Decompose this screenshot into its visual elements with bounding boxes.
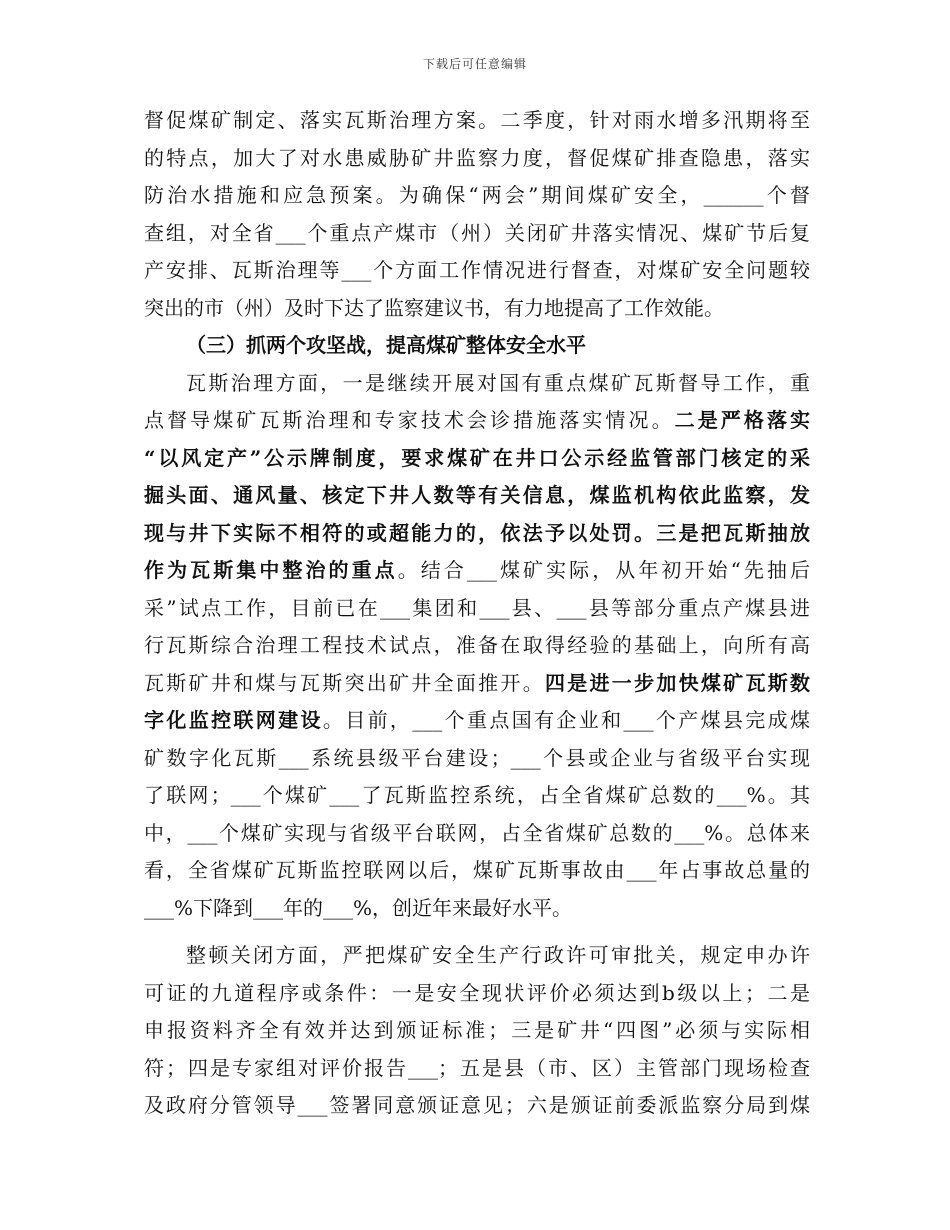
text-line xyxy=(144,402,810,440)
text-line xyxy=(144,477,810,515)
bold-run: “以风定产”公示牌制度，要求煤矿在井口公示经监管部门核定的采 xyxy=(144,445,810,470)
text-run: 。结合___煤矿实际，从年初开始“先抽后 xyxy=(397,558,810,582)
text-line: 申报资料齐全有效并达到颁证标准；三是矿井“四图”必须与实际相 xyxy=(144,1018,810,1042)
section-heading: （三）抓两个攻坚战，提高煤矿整体安全水平 xyxy=(186,333,586,357)
text-line: 可证的九道程序或条件：一是安全现状评价必须达到b级以上；二是 xyxy=(144,980,810,1005)
bold-run: 作为瓦斯集中整治的重点 xyxy=(144,558,398,582)
text-line: 突出的市（州）及时下达了监察建议书，有力地提高了工作效能。 xyxy=(144,295,724,320)
text-line: 看，全省煤矿瓦斯监控联网以后，煤矿瓦斯事故由___年占事故总量的 xyxy=(144,858,810,882)
text-line: 查组，对全省___个重点产煤市（州）关闭矿井落实情况、煤矿节后复 xyxy=(144,220,810,245)
text-run: 。目前，___个重点国有企业和___个产煤县完成煤 xyxy=(322,708,810,732)
text-line: 及政府分管领导___签署同意颁证意见；六是颁证前委派监察分局到煤 xyxy=(144,1093,810,1117)
text-line xyxy=(144,552,810,590)
bold-run: 四是进一步加快煤矿瓦斯数 xyxy=(544,670,810,695)
text-line: 瓦斯治理方面，一是继续开展对国有重点煤矿瓦斯督导工作，重 xyxy=(186,370,810,395)
text-line: 防治水措施和应急预案。为确保“两会”期间煤矿安全，______个督 xyxy=(144,183,810,207)
text-line: 中，___个煤矿实现与省级平台联网，占全省煤矿总数的___%。总体来 xyxy=(144,820,810,845)
text-line: ___%下降到___年的___%，创近年来最好水平。 xyxy=(144,895,573,920)
bold-run: 二是严格落实 xyxy=(674,408,810,432)
document-body xyxy=(144,102,810,1125)
bold-run: 掘头面、通风量、核定下井人数等有关信息，煤监机构依此监察，发 xyxy=(144,483,810,507)
text-line xyxy=(144,515,810,553)
paragraph-2 xyxy=(144,365,810,928)
page-header: 下载后可任意编辑 xyxy=(422,57,527,71)
bold-run: 现与井下实际不相符的或超能力的，依法予以处罚。三是把瓦斯抽放 xyxy=(144,520,810,545)
text-line: 采”试点工作，目前已在___集团和___县、___县等部分重点产煤县进 xyxy=(144,595,810,620)
text-line xyxy=(144,702,810,740)
text-line: 产安排、瓦斯治理等___个方面工作情况进行督查，对煤矿安全问题较 xyxy=(144,258,810,282)
paragraph-1 xyxy=(144,102,810,327)
text-line: 的特点，加大了对水患威胁矿井监察力度，督促煤矿排查隐患，落实 xyxy=(144,145,810,170)
text-line: 督促煤矿制定、落实瓦斯治理方案。二季度，针对雨水增多汛期将至 xyxy=(144,108,810,132)
text-run: 点督导煤矿瓦斯治理和专家技术会诊措施落实情况。 xyxy=(144,408,675,432)
text-line: 矿数字化瓦斯___系统县级平台建设；___个县或企业与省级平台实现 xyxy=(144,745,810,770)
text-line: 行瓦斯综合治理工程技术试点，准备在取得经验的基础上，向所有高 xyxy=(144,633,810,657)
bold-run: 字化监控联网建设 xyxy=(144,708,323,732)
text-line xyxy=(144,440,810,478)
paragraph-gap xyxy=(144,927,810,937)
text-run: 瓦斯矿井和煤与瓦斯突出矿井全面推开。 xyxy=(144,670,545,695)
text-line: 符；四是专家组对评价报告___；五是县（市、区）主管部门现场检查 xyxy=(144,1055,810,1080)
paragraph-3 xyxy=(144,937,810,1125)
text-line: 了联网；___个煤矿___了瓦斯监控系统，占全省煤矿总数的___%。其 xyxy=(144,783,810,807)
text-line xyxy=(144,665,810,703)
text-line: 整顿关闭方面，严把煤矿安全生产行政许可审批关，规定申办许 xyxy=(186,943,810,967)
